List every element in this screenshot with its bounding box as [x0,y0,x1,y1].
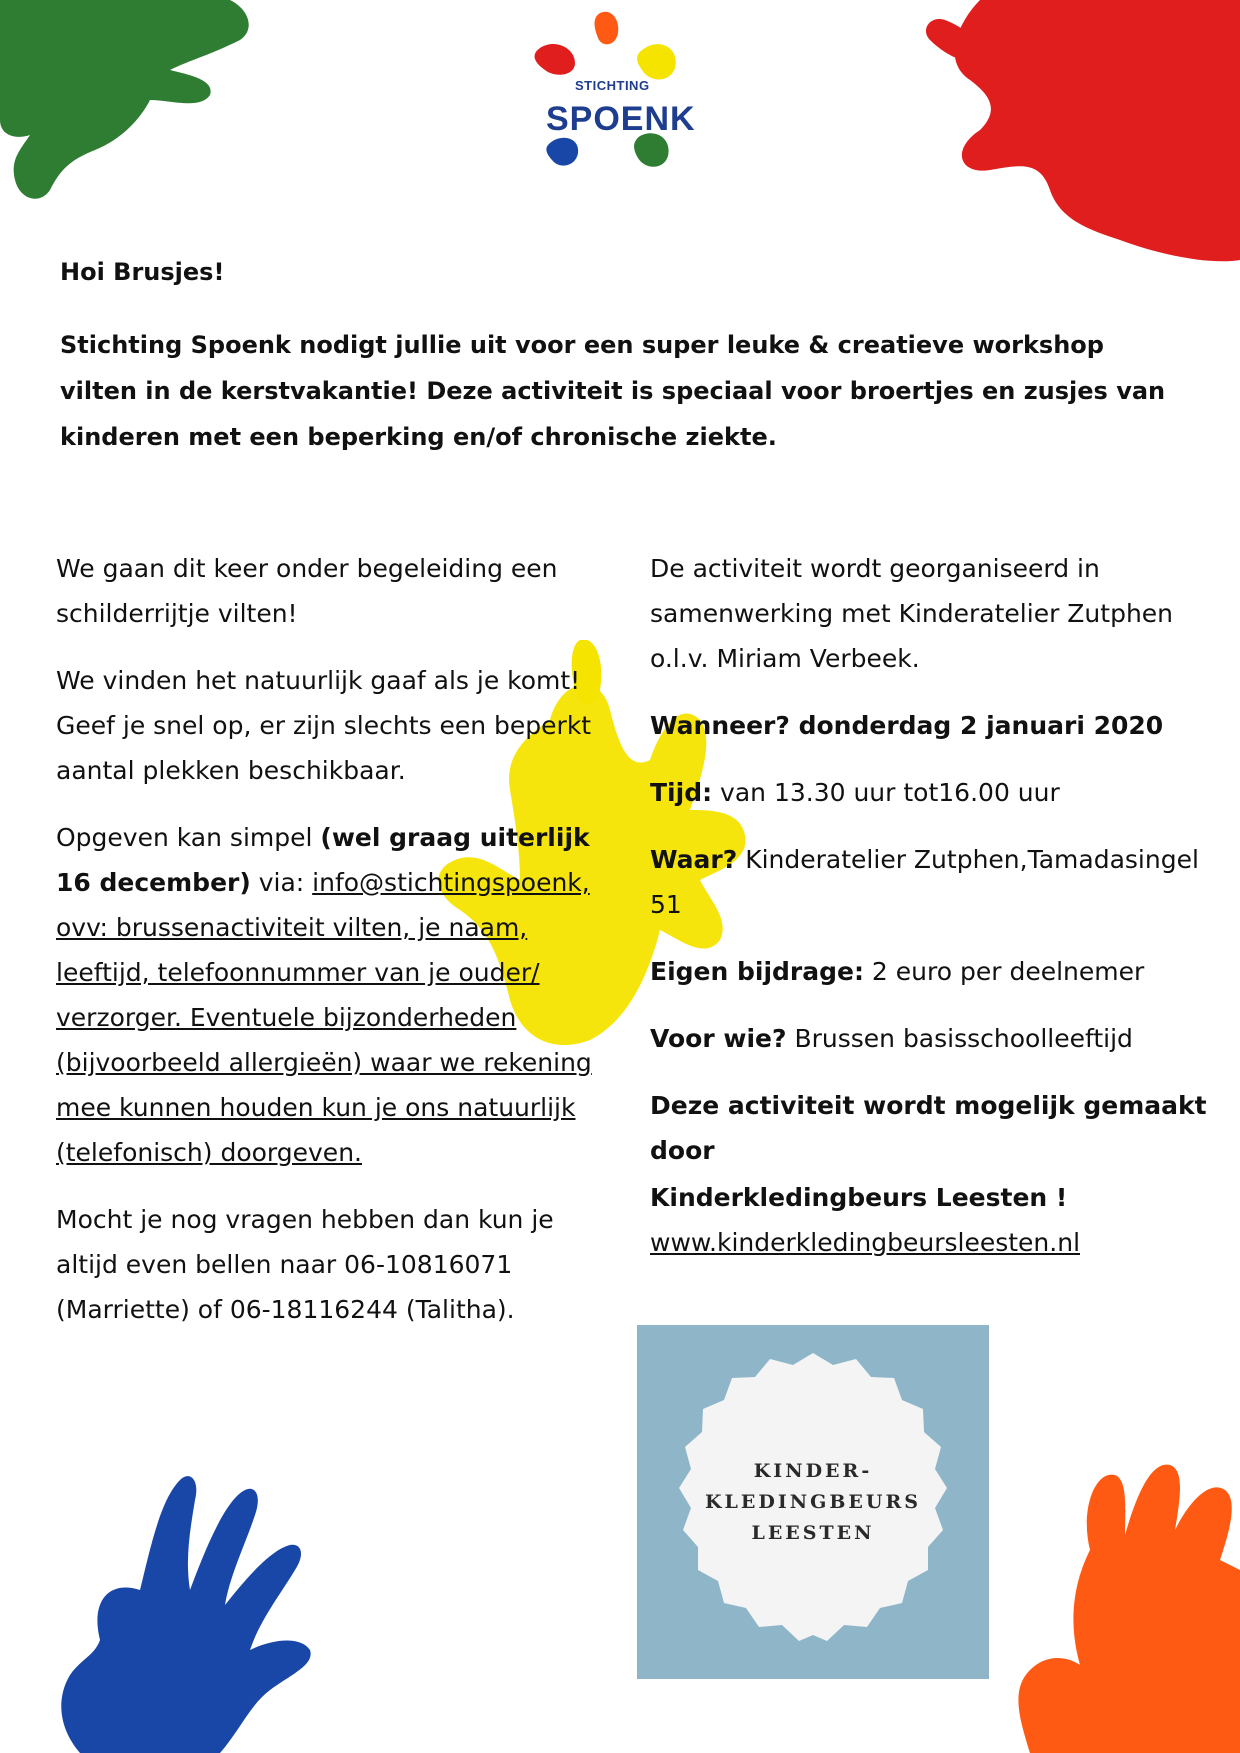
fee-line [650,949,1230,994]
left-paragraph-4: Mocht je nog vragen hebben dan kun je altijd even bellen naar 06-10816071 (Marriette) of 06-18116244 (Talitha). [56,1205,554,1324]
intro-text: Stichting Spoenk nodigt jullie uit voor een super leuke & creatieve workshop vilten in de kerstvakantie! Deze activiteit is speciaal voor broertjes en zusjes van kinderen met een beperking en/of chronische ziekte. [60,331,1166,451]
who-label: Voor wie? [650,1024,787,1053]
left-paragraph-2: We vinden het natuurlijk gaaf als je komt! Geef je snel op, er zijn slechts een beperkt aantal plekken beschikbaar. [56,666,592,785]
badge-line-2: KLEDINGBEURS [705,1490,921,1513]
spoenk-logo [520,8,700,188]
sponsor-line: Deze activiteit wordt mogelijk gemaakt door [650,1091,1207,1165]
who-value: Brussen basisschoolleeftijd [786,1024,1133,1053]
where-label: Waar? [650,845,738,874]
green-hand-icon [0,0,300,210]
signup-email-link[interactable]: info@stichtingspoenk, ovv: brussenactiviteit vilten, je naam, leeftijd, telefoonnummer van je ouder/ verzorger. Eventuele bijzonderheden (bijvoorbeeld allergieën) waar we rekening mee kunnen houden kun je ons natuurlijk (telefonisch) doorgeven. [56,868,592,1167]
where-value: Kinderatelier Zutphen,Tamadasingel 51 [650,845,1199,919]
left-column [56,546,616,1354]
sponsor-url-line [650,1220,1230,1265]
sponsor-name: Kinderkledingbeurs Leesten ! [650,1183,1068,1212]
time-value: van 13.30 uur tot16.00 uur [712,778,1060,807]
kinderkledingbeurs-badge [637,1325,989,1679]
where-line [650,837,1230,927]
badge-text [637,1325,989,1679]
signup-via: via: [250,868,305,897]
time-line [650,770,1230,815]
logo-small-text: STICHTING [575,78,650,93]
when-label: Wanneer? donderdag 2 januari 2020 [650,711,1164,740]
right-column [650,546,1230,1265]
fee-value: 2 euro per deelnemer [863,957,1145,986]
left-paragraph-3 [56,815,616,1175]
blue-hand-icon [40,1440,340,1753]
signup-deadline: (wel graag uiterlijk 16 december) [56,823,590,897]
sponsor-url-link[interactable]: www.kinderkledingbeursleesten.nl [650,1228,1081,1257]
badge-line-3: LEESTEN [751,1521,875,1544]
badge-line-1: KINDER- [753,1459,873,1482]
greeting: Hoi Brusjes! [60,258,225,286]
fee-label: Eigen bijdrage: [650,957,864,986]
when-line [650,703,1230,748]
left-paragraph-1: We gaan dit keer onder begeleiding een schilderrijtje vilten! [56,554,558,628]
right-paragraph-1: De activiteit wordt georganiseerd in samenwerking met Kinderatelier Zutphen o.l.v. Miriam Verbeek. [650,554,1174,673]
time-label: Tijd: [650,778,713,807]
sponsor-name-line [650,1175,1230,1220]
signup-text: Opgeven kan simpel [56,823,321,852]
orange-hand-icon [1010,1440,1240,1753]
red-hand-icon [920,0,1240,270]
who-line [650,1016,1230,1061]
logo-hands-icon [520,8,700,188]
logo-big-text: SPOENK [546,100,696,138]
sponsor-block [650,1083,1230,1173]
